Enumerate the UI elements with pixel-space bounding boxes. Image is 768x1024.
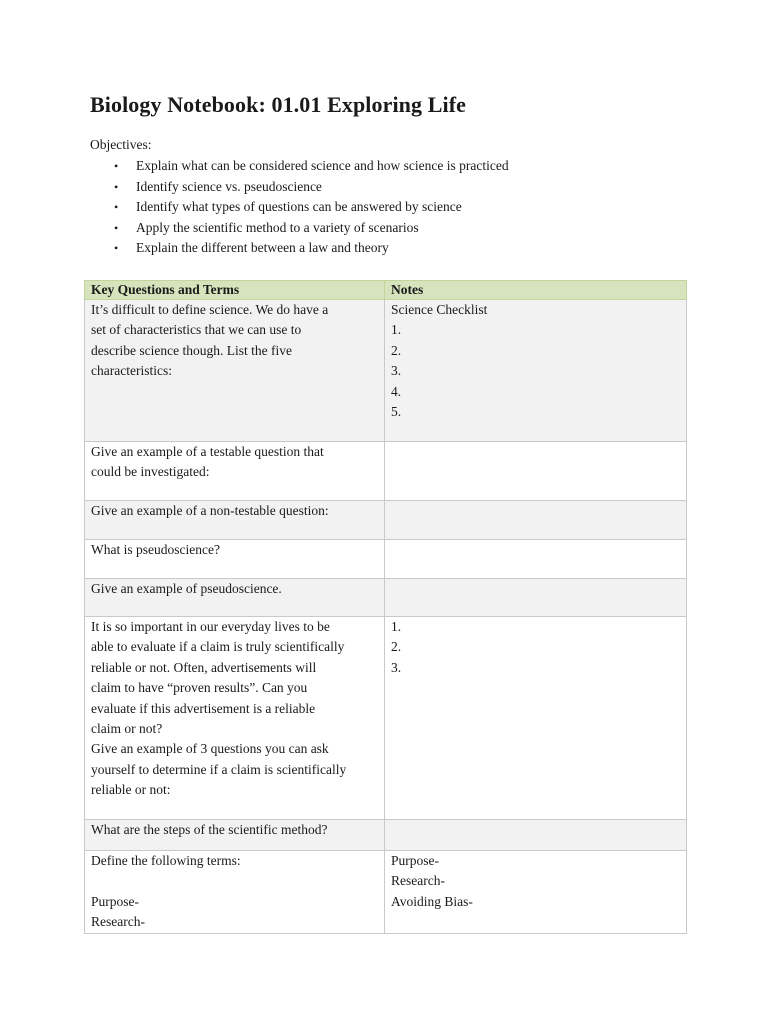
question-cell [85,617,385,820]
objective-item [90,197,509,218]
list-item: 3. [391,659,402,675]
question-cell [85,501,385,540]
bullet-icon: • [114,241,119,255]
question-text: Give an example of a non-testable question: [91,503,329,518]
table-row [85,442,687,501]
notes-cell[interactable] [385,501,687,540]
objective-text: Explain the different between a law and theory [136,240,389,255]
notes-cell[interactable] [385,540,687,579]
objective-text: Identify science vs. pseudoscience [136,178,322,194]
question-cell [85,540,385,579]
question-text: It’s difficult to define science. We do have a set of characteristics that we can use to describe science though. List the five characteristics: [91,302,329,379]
bullet-icon: • [114,220,119,235]
notes-title: Science Checklist [391,302,488,317]
objective-text: Apply the scientific method to a variety of scenarios [136,219,419,235]
notes-table [84,280,687,934]
list-item: 1. [391,619,402,634]
objectives-list [90,156,509,259]
objective-item [90,218,509,239]
notes-list [391,617,680,678]
question-text: Give an example of pseudoscience. [91,581,282,596]
list-item: 1. [391,322,402,338]
question-cell [85,851,385,934]
question-cell [85,579,385,617]
question-text: Give an example of a testable question that could be investigated: [91,444,324,480]
table-row [85,300,687,442]
header-notes: Notes [385,281,687,300]
question-text: What is pseudoscience? [91,542,220,557]
notes-cell[interactable] [385,579,687,617]
list-item: 5. [391,403,402,419]
table-row [85,851,687,934]
notes-cell[interactable] [385,442,687,501]
notes-cell[interactable] [385,851,687,934]
notes-cell[interactable] [385,820,687,851]
question-text: It is so important in our everyday lives to be able to evaluate if a claim is truly scientifically reliable or not. Often, advertisements will claim to have “proven results”. Can you evaluate if this advertisement is a reliable claim or not? Give an example of 3 questions you can ask yourself to determine if a claim is scientifically reliable or not: [91,619,347,798]
list-item: Research- [391,873,445,889]
question-cell [85,300,385,442]
question-cell [85,820,385,851]
table-row [85,617,687,820]
table-row [85,820,687,851]
list-item: 2. [391,342,402,358]
question-text: What are the steps of the scientific method? [91,822,328,837]
objective-item [90,156,509,177]
notes-list [391,851,680,912]
header-key-questions: Key Questions and Terms [85,281,385,300]
objective-item [90,238,509,259]
question-cell [85,442,385,501]
objective-item [90,177,509,198]
page-title: Biology Notebook: 01.01 Exploring Life [90,92,466,117]
table-row [85,501,687,540]
table-header-row [85,281,687,300]
bullet-icon: • [114,200,119,214]
bullet-icon: • [114,159,119,173]
list-item: 4. [391,383,402,399]
notes-cell[interactable] [385,617,687,820]
list-item: 2. [391,639,402,655]
objective-text: Identify what types of questions can be answered by science [136,199,462,214]
list-item: 3. [391,363,402,379]
list-item: Avoiding Bias- [391,893,473,909]
objectives-label: Objectives: [90,137,152,152]
question-text: Define the following terms: Purpose- Research- [91,853,241,930]
objective-text: Explain what can be considered science and how science is practiced [136,158,509,173]
notes-list [391,320,680,422]
notes-cell[interactable] [385,300,687,442]
table-row [85,579,687,617]
list-item: Purpose- [391,853,439,868]
bullet-icon: • [114,179,119,194]
table-row [85,540,687,579]
